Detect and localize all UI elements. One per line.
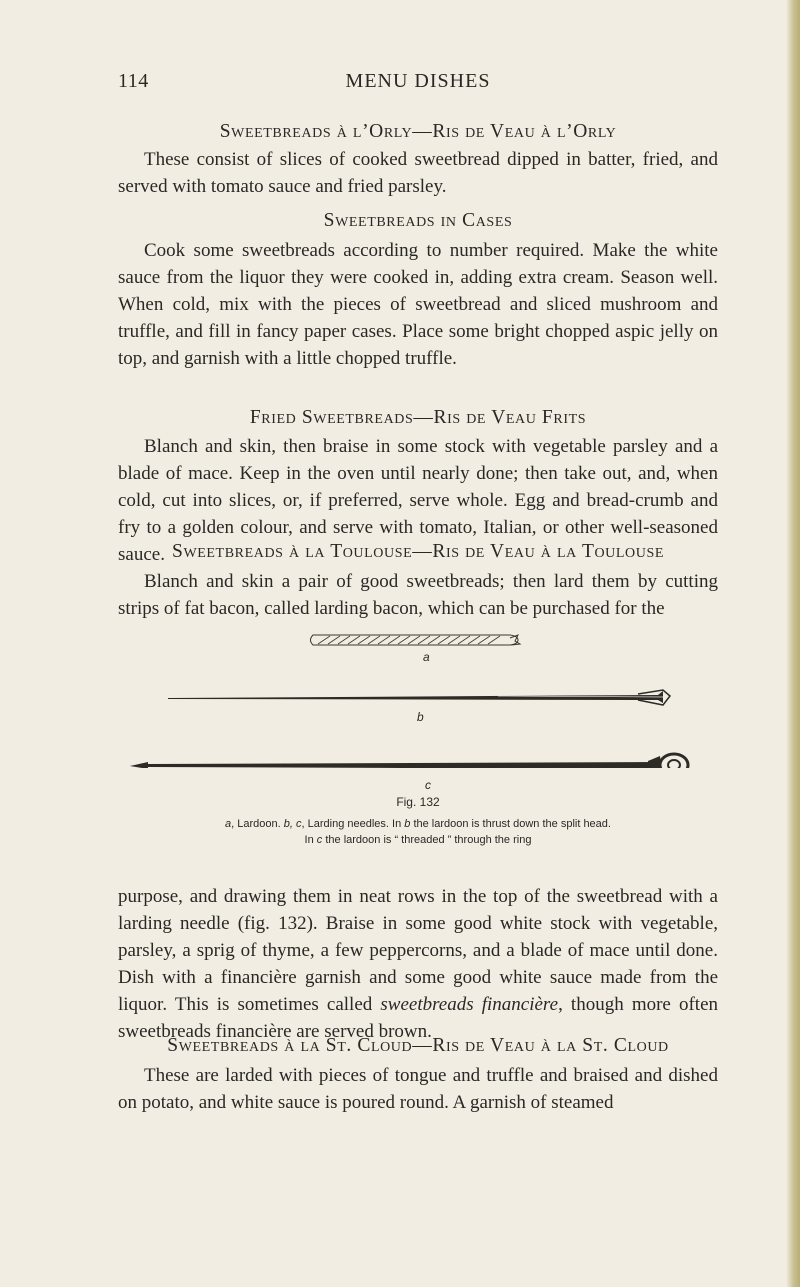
section-body-fried: Blanch and skin, then braise in some stock with vegetable parsley and a blade of mace. Keep in the oven until nearly done; then take out, and, when cold, cut into slices, or, if preferred, serve whole. Egg and bread-crumb and fry to a golden colour, and serve with tomato, Italian, or other well-seasoned sauce. [118, 436, 718, 565]
caption-bc: b, c [283, 818, 302, 830]
running-head [118, 70, 718, 100]
section-title-st-cloud: Sweetbreads à la St. Cloud—Ris de Veau à la St. Cloud [167, 1035, 669, 1056]
running-title: MENU DISHES [345, 70, 491, 92]
larding-needle-split-head [168, 690, 670, 705]
larding-needle-ring [130, 754, 688, 768]
section-body-st-cloud: These are larded with pieces of tongue and truffle and braised and dished on potato, and white sauce is poured round. A garnish of steamed [118, 1065, 718, 1113]
page-number: 114 [118, 70, 149, 92]
figure-label-a: a [423, 650, 430, 664]
section-title-fried: Fried Sweetbreads—Ris de Veau Frits [249, 407, 587, 428]
caption-in-1: In [392, 818, 402, 830]
lardoon-drawing [311, 635, 521, 645]
section-body-toulouse: Blanch and skin a pair of good sweetbreads; then lard them by cutting strips of fat bacon, called larding bacon, which can be purchased for the [118, 571, 718, 619]
continuation-italic: sweetbreads financière [380, 994, 559, 1015]
continuation-text: purpose, and drawing them in neat rows in the top of the sweetbread with a larding needle (fig. 132). Braise in some good white stock with vegetable, parsley, a sprig of thyme, a few peppercorns, and a blade of mace until done. Dish with a financière garnish and some good white sauce made from the liquor. This is sometimes called [118, 886, 718, 1015]
page-edge [786, 0, 800, 1287]
section-title-toulouse: Sweetbreads à la Toulouse—Ris de Veau à la Toulouse [172, 541, 664, 562]
larding-tools-illustration [118, 628, 758, 768]
caption-bc-text: , Larding needles. [301, 818, 389, 830]
caption-a: a [225, 818, 232, 830]
caption-line1-rest: the lardoon is thrust down the split head. [413, 818, 611, 830]
section-body-toulouse-continued [118, 883, 718, 1045]
section-title-orly: Sweetbreads à l’Orly—Ris de Veau à l’Orly [219, 121, 617, 142]
section-title-cases: Sweetbreads in Cases [323, 210, 513, 231]
figure-label-b: b [417, 710, 424, 724]
caption-a-text: , Lardoon. [231, 818, 281, 830]
figure-number: Fig. 132 [396, 795, 440, 809]
figure-label-c: c [425, 778, 431, 792]
continuation-end: , though more often sweetbreads financière are served brown. [118, 994, 719, 1042]
figure-caption [118, 816, 718, 848]
caption-line2-rest: the lardoon is “ threaded ” through the ring [325, 834, 532, 846]
caption-c: c [316, 834, 323, 846]
caption-in-2: In [304, 834, 314, 846]
section-body-cases: Cook some sweetbreads according to number required. Make the white sauce from the liquor they were cooked in, adding extra cream. Season well. When cold, mix with the pieces of sweetbread and sliced mushroom and truffle, and fill in fancy paper cases. Place some bright chopped aspic jelly on top, and garnish with a little chopped truffle. [118, 240, 718, 369]
caption-b: b [404, 818, 411, 830]
section-body-orly: These consist of slices of cooked sweetbread dipped in batter, fried, and served with tomato sauce and fried parsley. [118, 149, 718, 197]
figure-132 [118, 628, 758, 768]
